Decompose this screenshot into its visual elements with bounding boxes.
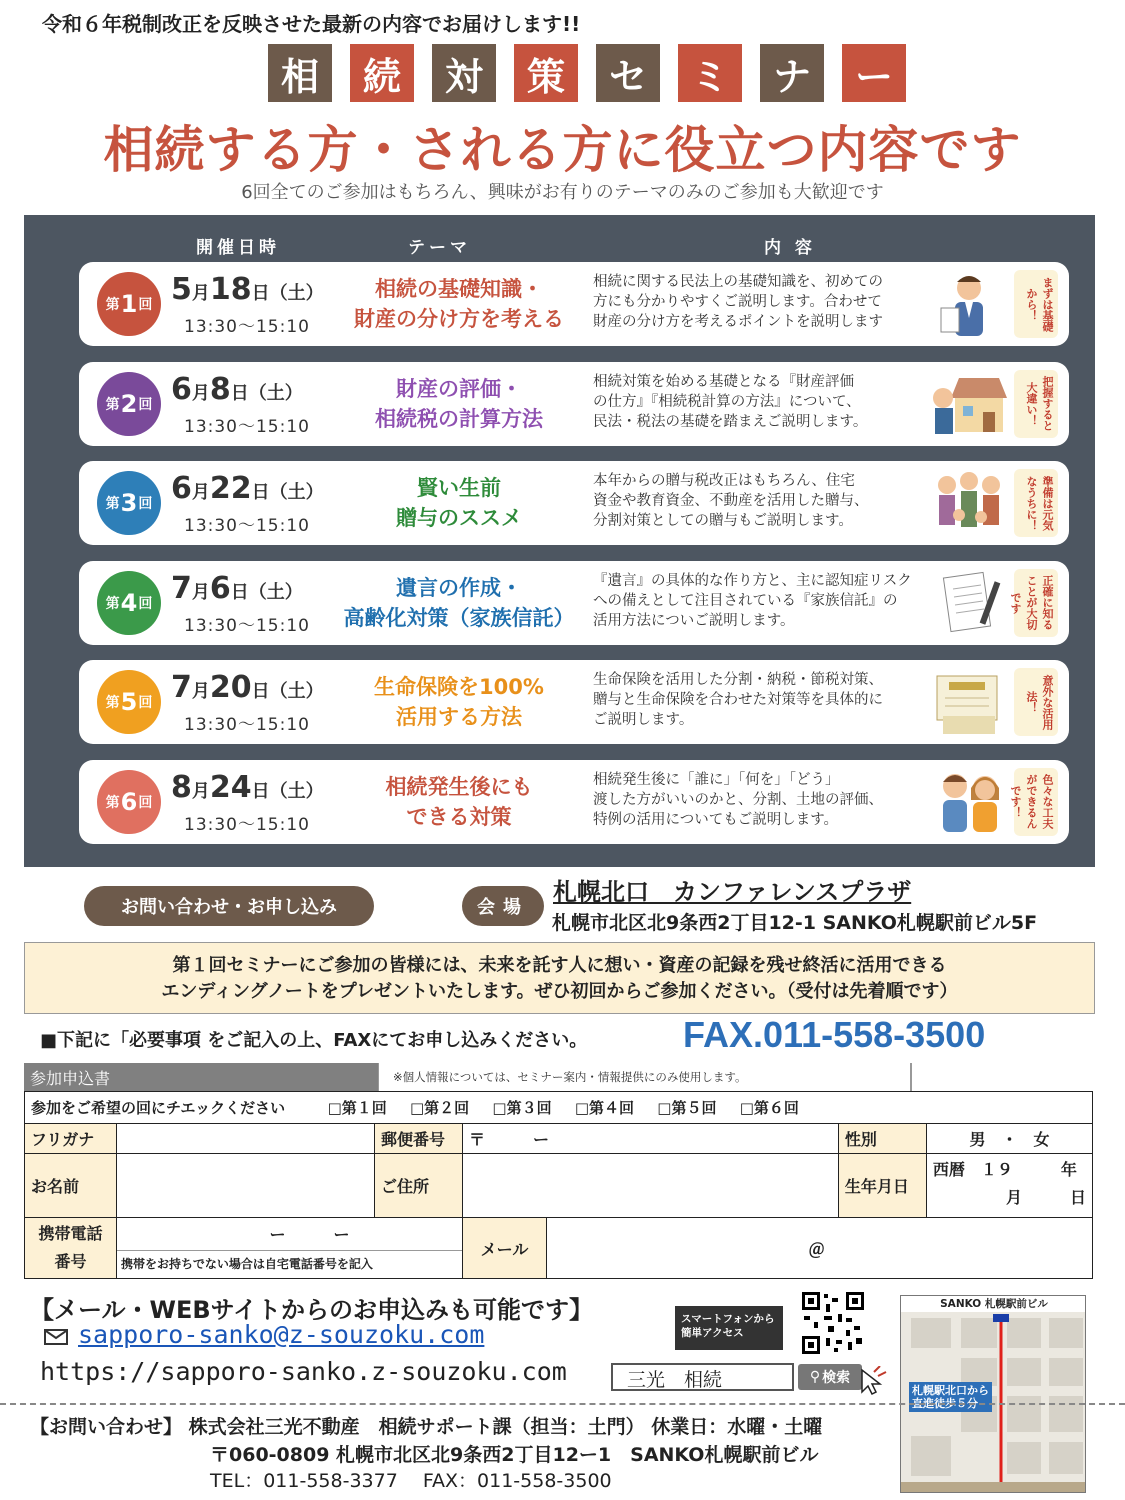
venue-name: 札幌北口 カンファレンスプラザ bbox=[553, 878, 912, 906]
access-map bbox=[900, 1295, 1086, 1493]
column-header-theme: テーマ bbox=[408, 238, 471, 258]
session-theme: 遺言の作成・ 高齢化対策（家族信託） bbox=[343, 575, 575, 630]
column-header-date: 開催日時 bbox=[196, 238, 280, 258]
qr-code-icon[interactable] bbox=[800, 1290, 866, 1356]
website-url[interactable]: https://sapporo-sanko.z-souzoku.com bbox=[40, 1357, 567, 1386]
mobile-field[interactable] bbox=[117, 1218, 463, 1279]
form-title: 参加申込書 bbox=[30, 1069, 111, 1088]
session-card-4 bbox=[79, 561, 1069, 645]
mobile-value: ー ー bbox=[269, 1225, 350, 1244]
checkbox-session-5[interactable]: □第５回 bbox=[657, 1099, 717, 1117]
session-callout: まずは基礎から！ bbox=[1014, 270, 1058, 338]
session-theme: 財産の評価・ 相続税の計算方法 bbox=[375, 376, 543, 431]
session-description: 生命保険を活用した分割・納税・節税対策、 贈与と生命保険を合わせた対策等を具体的に ご説明します。 bbox=[593, 672, 883, 728]
session-callout: 色々な工夫ができるんです！ bbox=[1014, 768, 1058, 836]
form-header-blank bbox=[911, 1063, 1095, 1091]
form-instruction: ■下記に「必要事項 をご記入の上、FAXにてお申し込みください。 bbox=[40, 1030, 588, 1051]
session-description: 相続発生後に「誰に」「何を」「どう」 渡した方がいいのかと、分割、土地の評価、 特例の活用についてもご説明します。 bbox=[593, 771, 883, 828]
session-number-badge: 第 2 回 bbox=[97, 372, 161, 436]
session-time: 13:30〜15:10 bbox=[184, 814, 310, 835]
session-time: 13:30〜15:10 bbox=[184, 715, 310, 735]
session-description: 『遺言』の具体的な作り方と、主に認知症リスク への備えとして注目されている『家族信託』の 活用方法についご説明します。 bbox=[593, 572, 912, 629]
name-label: お名前 bbox=[25, 1154, 117, 1218]
search-button-label: 検索 bbox=[822, 1370, 851, 1386]
subheadline: 6回全てのご参加はもちろん、興味がお有りのテーマのみのご参加も大歓迎です bbox=[241, 182, 884, 203]
session-number-badge: 第 6 回 bbox=[97, 770, 161, 834]
session-date: 6月8日（土） bbox=[171, 371, 303, 407]
top-note: 令和６年税制改正を反映させた最新の内容でお届けします!! bbox=[42, 12, 581, 36]
session-number-badge: 第 3 回 bbox=[97, 471, 161, 535]
man-presenter-icon bbox=[929, 268, 1009, 340]
contact-address: 〒060-0809 札幌市北区北9条西2丁目12ー1 SANKO札幌駅前ビル bbox=[210, 1444, 819, 1466]
session-callout: 準備は元気なうちに！ bbox=[1014, 469, 1058, 537]
couple-icon bbox=[929, 766, 1009, 838]
headline: 相続する方・される方に役立つ内容です bbox=[103, 121, 1022, 179]
session-date: 8月24日（土） bbox=[171, 769, 324, 805]
session-number-badge: 第 1 回 bbox=[97, 272, 161, 336]
session-card-1 bbox=[79, 262, 1069, 346]
session-time: 13:30〜15:10 bbox=[184, 615, 310, 636]
checkbox-session-4[interactable]: □第４回 bbox=[574, 1099, 635, 1117]
session-date: 6月22日（土） bbox=[171, 471, 324, 506]
session-description: 相続対策を始める基礎となる『財産評価 の仕方』『相続税計算の方法』について、 民法・税法の基礎を踏まえご説明します。 bbox=[593, 373, 868, 430]
session-checkbox-row bbox=[25, 1092, 1093, 1124]
checkbox-session-3[interactable]: □第３回 bbox=[492, 1099, 552, 1117]
name-field[interactable] bbox=[117, 1154, 375, 1218]
checkbox-session-2[interactable]: □第２回 bbox=[410, 1099, 470, 1117]
birthday-label: 生年月日 bbox=[838, 1154, 926, 1218]
session-description: 本年からの贈与税改正はもちろん、住宅 資金や教育資金、不動産を活用した贈与、 分割対策としての贈与もご説明します。 bbox=[593, 473, 869, 529]
title-char: 続 bbox=[350, 44, 414, 102]
furigana-field[interactable] bbox=[117, 1124, 375, 1154]
title-char: ー bbox=[842, 44, 906, 102]
title-char: 対 bbox=[432, 44, 496, 102]
document-pen-icon bbox=[929, 567, 1009, 639]
session-time: 13:30〜15:10 bbox=[184, 516, 310, 536]
venue-pill: 会場 bbox=[462, 886, 544, 926]
checkbox-session-6[interactable]: □第６回 bbox=[739, 1099, 799, 1117]
session-callout: 正確に知ることが大切です bbox=[1014, 569, 1058, 637]
contact-company: 【お問い合わせ】 株式会社三光不動産 相続サポート課（担当：土門） 休業日：水曜・土曜 bbox=[30, 1416, 823, 1438]
birthday-field[interactable] bbox=[926, 1154, 1092, 1218]
smartphone-access-label: スマートフォンから 簡単アクセス bbox=[675, 1306, 783, 1350]
session-theme: 賢い生前 贈与のススメ bbox=[396, 476, 522, 530]
contact-phone-fax: TEL：011-558-3377 FAX：011-558-3500 bbox=[210, 1470, 612, 1492]
session-theme: 相続の基礎知識・ 財産の分け方を考える bbox=[354, 277, 564, 331]
gender-field[interactable]: 男 ・ 女 bbox=[926, 1124, 1092, 1154]
birthday-month-day: 月 日 bbox=[1005, 1188, 1086, 1207]
session-description: 相続に関する民法上の基礎知識を、初めての 方にも分かりやすくご説明します。合わせて 財産の分け方を考えるポイントを説明します bbox=[593, 274, 883, 330]
gender-label: 性別 bbox=[838, 1124, 926, 1154]
divider bbox=[0, 1403, 1125, 1405]
gift-notice bbox=[24, 942, 1095, 1014]
title-char: ミ bbox=[678, 44, 742, 102]
title-banner bbox=[268, 44, 906, 102]
session-number-badge: 第 4 回 bbox=[97, 571, 161, 635]
mail-field[interactable]: ＠ bbox=[547, 1218, 1093, 1279]
mail-icon bbox=[44, 1329, 68, 1345]
postal-label: 郵便番号 bbox=[375, 1124, 463, 1154]
schedule-panel bbox=[24, 215, 1095, 867]
session-card-5 bbox=[79, 660, 1069, 744]
session-theme: 相続発生後にも できる対策 bbox=[385, 774, 533, 829]
mobile-label: 携帯電話 番号 bbox=[25, 1218, 117, 1279]
search-button[interactable] bbox=[798, 1364, 862, 1390]
mail-label: メール bbox=[463, 1218, 547, 1279]
title-char: セ bbox=[596, 44, 660, 102]
session-date: 7月6日（土） bbox=[171, 570, 303, 606]
family-icon bbox=[929, 467, 1009, 539]
email-link[interactable]: sapporo-sanko@z-souzoku.com bbox=[78, 1320, 485, 1349]
fax-number: FAX.011-558-3500 bbox=[683, 1014, 986, 1055]
session-card-3 bbox=[79, 461, 1069, 545]
session-number-badge: 第 5 回 bbox=[97, 670, 161, 734]
search-icon: ⚲ bbox=[809, 1369, 821, 1385]
contact-pill: お問い合わせ・お申し込み bbox=[84, 886, 374, 926]
privacy-note: ※個人情報については、セミナー案内・情報提供にのみ使用します。 bbox=[378, 1063, 911, 1091]
title-char: 相 bbox=[268, 44, 332, 102]
session-card-2 bbox=[79, 362, 1069, 446]
venue-address: 札幌市北区北9条西2丁目12-1 SANKO札幌駅前ビル5F bbox=[552, 912, 1038, 934]
search-input[interactable]: 三光 相続 bbox=[611, 1363, 794, 1391]
session-date: 7月20日（土） bbox=[171, 670, 324, 705]
gift-line: 第１回セミナーにご参加の皆様には、未来を託す人に想い・資産の記録を残せ終活に活用できる bbox=[172, 955, 947, 976]
gift-line: エンディングノートをプレゼントいたします。ぜひ初回からご参加ください。（受付は先着順です） bbox=[161, 981, 958, 1002]
mobile-note: 携帯をお持ちでない場合は自宅電話番号を記入 bbox=[117, 1250, 462, 1276]
address-field[interactable] bbox=[463, 1154, 839, 1218]
insurance-certificate-icon bbox=[929, 666, 1009, 738]
session-date: 5月18日（土） bbox=[171, 272, 324, 307]
session-callout: 意外な活用法！ bbox=[1014, 668, 1058, 736]
session-theme: 生命保険を100% 活用する方法 bbox=[374, 675, 544, 729]
map-walk-label: 札幌駅北口から 直進徒歩５分 bbox=[909, 1382, 992, 1412]
title-char: 策 bbox=[514, 44, 578, 102]
title-char: ナ bbox=[760, 44, 824, 102]
cursor-icon bbox=[858, 1366, 888, 1396]
map-title: SANKO 札幌駅前ビル bbox=[901, 1296, 1086, 1312]
checkbox-session-1[interactable]: □第１回 bbox=[327, 1099, 387, 1117]
session-callout: 把握すると大違い！ bbox=[1014, 370, 1058, 438]
session-time: 13:30〜15:10 bbox=[184, 317, 310, 337]
application-form bbox=[24, 1091, 1093, 1279]
web-application-heading: 【メール・WEBサイトからのお申込みも可能です】 bbox=[30, 1296, 593, 1324]
check-label: 参加をご希望の回にチエックください bbox=[31, 1099, 286, 1117]
postal-field[interactable]: 〒 ー bbox=[463, 1124, 839, 1154]
column-header-content: 内 容 bbox=[764, 238, 816, 258]
house-icon bbox=[929, 368, 1009, 440]
furigana-label: フリガナ bbox=[25, 1124, 117, 1154]
birthday-year: 西暦 １９ 年 bbox=[932, 1160, 1077, 1179]
session-card-6 bbox=[79, 760, 1069, 844]
address-label: ご住所 bbox=[375, 1154, 463, 1218]
session-time: 13:30〜15:10 bbox=[184, 416, 310, 437]
